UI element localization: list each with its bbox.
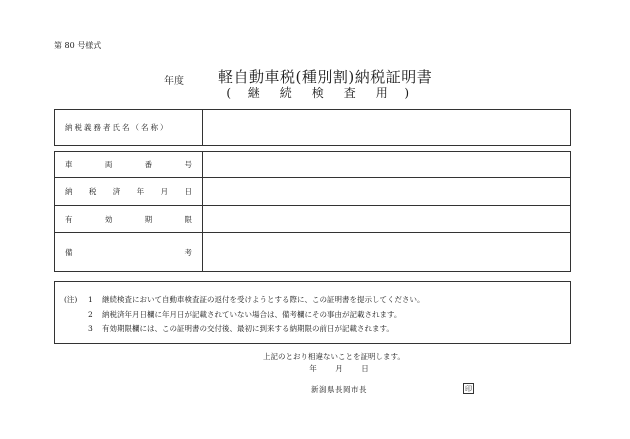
year-label: 年度 [164,76,184,87]
label-char: 備 [65,247,73,257]
label-char: 済 [112,187,121,196]
label-char: 月 [160,187,169,196]
certification-statement: 上記のとおり相違ないことを証明します。 [263,352,405,361]
vehicle-info-table [54,151,571,272]
label-char: 番 [144,160,153,169]
label-char: 有 [65,214,73,224]
notes-prefix: (注) [64,295,78,304]
label-char: 期 [144,214,153,224]
label-char: 号 [184,160,192,169]
note-number: 3 [88,324,93,333]
note-item [88,294,425,305]
date-year-label: 年 [309,364,317,373]
vehicle-number-field[interactable] [203,152,570,177]
label-char: 限 [184,214,192,224]
note-text: 納税済年月日欄に年月日が記載されていない場合は、備考欄にその事由が記載されます。 [102,310,402,319]
vehicle-number-label [55,152,203,177]
payment-date-field[interactable] [203,178,570,205]
label-char: 効 [104,214,113,224]
table-row [55,206,570,233]
taxpayer-name-label: 納税義務者氏名（名称） [55,110,203,145]
table-row [55,178,570,206]
taxpayer-box [54,109,571,146]
subtitle-char: 継 [247,86,261,100]
note-number: 2 [88,310,93,319]
label-char: 車 [65,160,73,169]
remarks-label [55,233,203,271]
payment-date-label [55,178,203,205]
taxpayer-name-field[interactable] [203,110,570,145]
label-char: 税 [88,187,97,196]
label-char: 両 [104,160,113,169]
notes-box [54,281,571,344]
form-number: 第 80 号様式 [54,41,102,50]
subtitle-char: 査 [343,86,357,100]
label-char: 年 [136,187,145,196]
document-subtitle [220,84,416,101]
table-row [55,152,570,178]
table-row [55,233,570,271]
document-title: 軽自動車税(種別割)納税証明書 [218,68,433,86]
note-text: 継続検査において自動車検査証の返付を受けようとする際に、この証明書を提示してください。 [102,295,425,304]
note-item [88,323,394,334]
subtitle-char: 続 [279,86,293,100]
seal-mark: 印 [465,385,472,393]
label-char: 考 [184,247,192,257]
subtitle-char: 用 [375,86,389,100]
label-char: 納 [65,187,73,196]
remarks-field[interactable] [203,233,570,271]
subtitle-close-paren: ) [404,86,410,100]
certification-date [300,363,378,374]
subtitle-char: 検 [311,86,325,100]
expiry-label [55,206,203,232]
date-month-label: 月 [335,364,343,373]
note-item [88,309,401,320]
subtitle-open-paren: ( [226,86,232,100]
expiry-field[interactable] [203,206,570,232]
note-number: 1 [88,295,93,304]
label-char: 日 [184,187,192,196]
issuer-name: 新潟県長岡市長 [311,385,367,394]
date-day-label: 日 [361,364,369,373]
note-text: 有効期限欄には、この証明書の交付後、最初に到来する納期限の前日が記載されます。 [102,324,394,333]
